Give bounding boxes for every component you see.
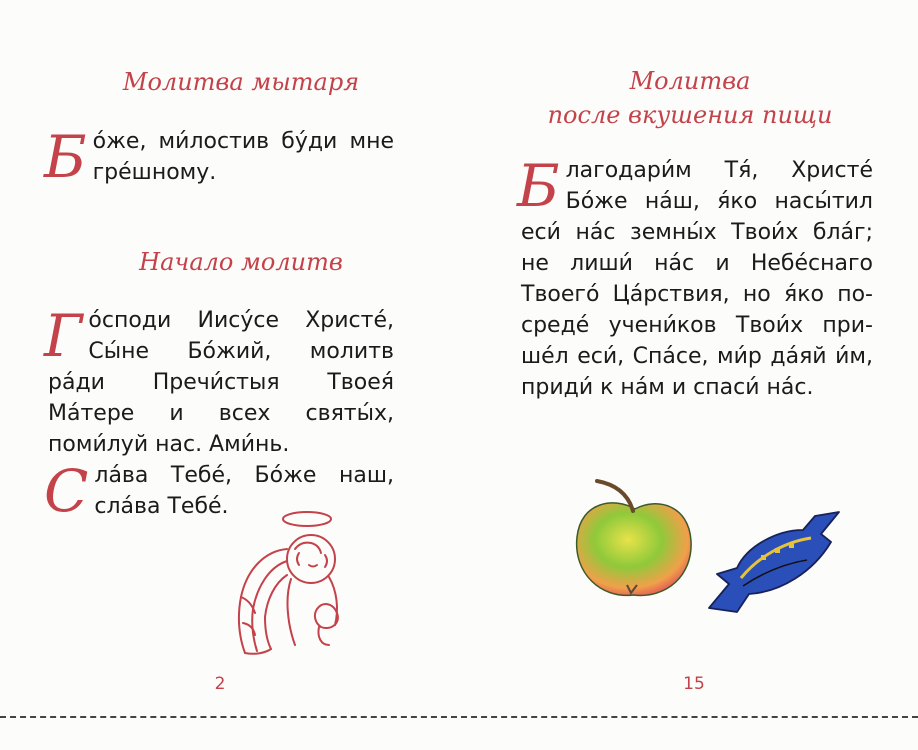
cut-line [0, 716, 918, 718]
heading-publican-prayer: Молитва мытаря [122, 68, 360, 96]
dropcap: Г [44, 302, 83, 370]
dropcap: Б [44, 123, 87, 191]
dropcap: Б [517, 152, 560, 220]
prayer-text: о́споди Иису́се Христе́, Сы́не Бо́жий, молитв ра́ди Пречи́стыя Твоея́ Ма́тере и всех святы́х, поми́луй нас. Ами́нь. [48, 308, 394, 457]
prayer-text: о́же, ми́лостив бу́ди мне гре́шному. [92, 129, 394, 185]
prayer-text: ла́ва Тебе́, Бо́же наш, сла́ва Тебе́. [94, 463, 394, 519]
apple-icon [571, 475, 701, 605]
prayer-after-meal [517, 152, 873, 403]
prayer-publican [44, 123, 394, 191]
heading-beginning-prayers: Начало молитв [139, 248, 343, 276]
candy-icon [703, 508, 841, 616]
page-number: 2 [214, 674, 226, 694]
right-page [459, 0, 918, 705]
left-page [0, 0, 459, 705]
heading-line-1: Молитва [629, 67, 751, 95]
heading-after-meal-prayer [515, 64, 865, 132]
prayer-jesus [44, 302, 394, 460]
angel-outline-icon [225, 505, 355, 665]
page-number: 15 [683, 674, 705, 694]
dropcap: С [44, 457, 89, 525]
heading-line-2: после вкушения пищи [547, 101, 833, 129]
prayer-text: лагодари́м Тя́, Христе́ Бо́же на́ш, я́ко насы́тил еси́ на́с земны́х Твои́х бла́г; не лиши́ на́с и Небе́снаго Твоего́ Ца́рствия, но я́ко посреде́ учени́ков Твои́х прише́л еси́, Спа́се, ми́р да́яй и́м, приди́ к на́м и спаси́ на́с. [521, 158, 873, 400]
